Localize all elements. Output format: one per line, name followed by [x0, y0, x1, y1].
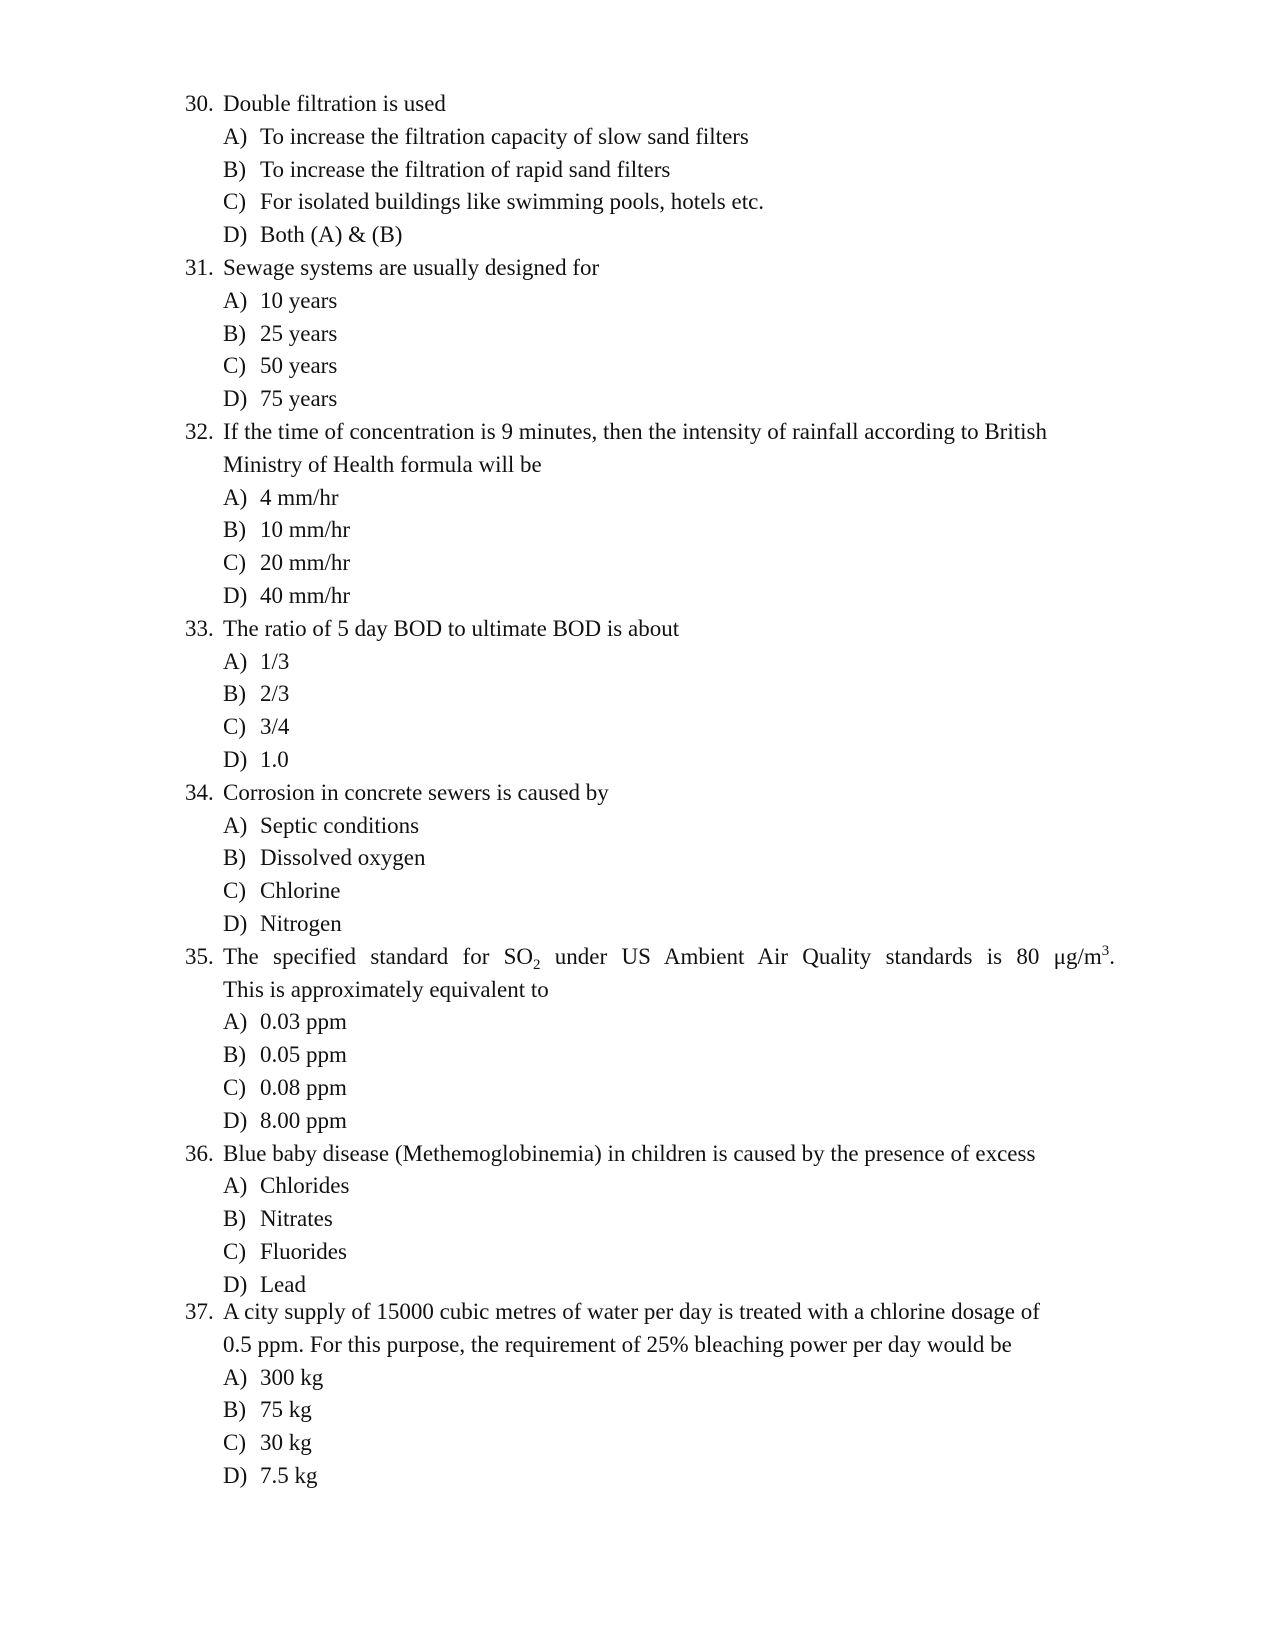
question-32: [185, 416, 1115, 613]
option-text: Lead: [260, 1271, 306, 1297]
option-text: Dissolved oxygen: [260, 845, 426, 871]
option-a: [185, 482, 1115, 515]
option-text: Nitrogen: [260, 910, 342, 936]
option-text: Fluorides: [260, 1238, 347, 1264]
option-text: 10 mm/hr: [260, 517, 351, 543]
option-letter: A): [223, 648, 248, 674]
option-a: [185, 121, 1115, 154]
option-letter: A): [223, 484, 248, 510]
option-b: [185, 318, 1115, 351]
question-number: 36.: [185, 1140, 214, 1166]
option-letter: C): [223, 189, 246, 215]
option-b: [185, 154, 1115, 187]
option-b: [185, 1203, 1115, 1236]
option-c: [185, 1236, 1115, 1269]
question-text-line-2: Ministry of Health formula will be: [223, 451, 542, 477]
option-letter: B): [223, 681, 246, 707]
option-d: [185, 580, 1115, 613]
option-a: [185, 1170, 1115, 1203]
option-c: [185, 547, 1115, 580]
option-letter: A): [223, 123, 248, 149]
option-text: 30 kg: [260, 1430, 312, 1456]
option-d: [185, 1460, 1115, 1493]
option-letter: B): [223, 1042, 246, 1068]
question-number: 31.: [185, 254, 214, 280]
question-text-line-2: This is approximately equivalent to: [223, 976, 549, 1002]
question-text: Double filtration is used: [223, 91, 446, 116]
option-letter: C): [223, 550, 246, 576]
option-text: 0.03 ppm: [260, 1009, 347, 1035]
question-text: Sewage systems are usually designed for: [223, 254, 600, 280]
question-37: [185, 1296, 1115, 1493]
option-letter: B): [223, 1206, 246, 1232]
option-c: [185, 875, 1115, 908]
option-a: [185, 810, 1115, 843]
option-letter: C): [223, 1074, 246, 1100]
option-text: To increase the filtration of rapid sand filters: [260, 156, 671, 182]
subscript-2: 2: [533, 956, 541, 973]
option-a: [185, 1006, 1115, 1039]
question-text-line-2: 0.5 ppm. For this purpose, the requirement of 25% bleaching power per day would be: [223, 1331, 1012, 1357]
option-c: [185, 186, 1115, 219]
question-text-line-1: [223, 941, 1115, 974]
option-letter: B): [223, 845, 246, 871]
question-31: [185, 252, 1115, 416]
question-number: 32.: [185, 418, 214, 444]
option-letter: A): [223, 1173, 248, 1199]
option-c: [185, 350, 1115, 383]
question-34: [185, 777, 1115, 941]
option-a: [185, 285, 1115, 318]
option-letter: D): [223, 222, 248, 248]
option-letter: D): [223, 1271, 248, 1297]
question-35: [185, 941, 1115, 1138]
option-d: [185, 744, 1115, 777]
question-number: 30.: [185, 91, 214, 116]
question-text-part-3: .: [1109, 943, 1115, 969]
option-text: 7.5 kg: [260, 1462, 318, 1488]
option-letter: C): [223, 714, 246, 740]
option-a: [185, 1362, 1115, 1395]
option-b: [185, 514, 1115, 547]
question-number: 37.: [185, 1299, 214, 1324]
option-b: [185, 842, 1115, 875]
option-c: [185, 711, 1115, 744]
option-d: [185, 908, 1115, 941]
option-letter: C): [223, 878, 246, 904]
option-letter: D): [223, 386, 248, 412]
question-text-line-1: A city supply of 15000 cubic metres of water per day is treated with a chlorine dosage of: [223, 1299, 1040, 1324]
question-text: Corrosion in concrete sewers is caused by: [223, 779, 609, 805]
option-letter: B): [223, 517, 246, 543]
question-text: The ratio of 5 day BOD to ultimate BOD is about: [223, 615, 680, 641]
option-letter: A): [223, 1009, 248, 1035]
option-text: 40 mm/hr: [260, 582, 351, 608]
option-text: For isolated buildings like swimming pools, hotels etc.: [260, 189, 765, 215]
option-letter: D): [223, 1462, 248, 1488]
option-letter: D): [223, 1107, 248, 1133]
question-number: 35.: [185, 943, 214, 969]
option-text: 25 years: [260, 320, 338, 346]
option-d: [185, 383, 1115, 416]
question-text: Blue baby disease (Methemoglobinemia) in children is caused by the presence of excess: [223, 1140, 1036, 1166]
option-text: 300 kg: [260, 1364, 324, 1390]
option-letter: C): [223, 1238, 246, 1264]
option-text: Septic conditions: [260, 812, 420, 838]
option-text: 1/3: [260, 648, 290, 674]
option-text: 20 mm/hr: [260, 550, 351, 576]
option-letter: B): [223, 1397, 246, 1423]
option-text: 75 years: [260, 386, 338, 412]
question-text-part-1: The specified standard for SO: [223, 943, 534, 969]
option-letter: A): [223, 812, 248, 838]
option-text: 10 years: [260, 287, 338, 313]
option-letter: D): [223, 746, 248, 772]
option-text: 8.00 ppm: [260, 1107, 347, 1133]
superscript-3: 3: [1101, 942, 1110, 959]
option-text: 4 mm/hr: [260, 484, 339, 510]
option-c: [185, 1072, 1115, 1105]
option-d: [185, 1105, 1115, 1138]
option-letter: A): [223, 1364, 248, 1390]
option-text: 50 years: [260, 353, 338, 379]
option-letter: B): [223, 156, 246, 182]
option-b: [185, 678, 1115, 711]
option-text: Chlorides: [260, 1173, 350, 1199]
option-text: Chlorine: [260, 878, 341, 904]
option-letter: D): [223, 582, 248, 608]
option-text: 3/4: [260, 714, 290, 740]
question-number: 34.: [185, 779, 214, 805]
option-text: 0.08 ppm: [260, 1074, 347, 1100]
question-text-line-1: If the time of concentration is 9 minutes, then the intensity of rainfall according to British: [223, 418, 1047, 444]
option-d: [185, 219, 1115, 252]
questions-30-36: [185, 88, 1115, 1301]
option-letter: B): [223, 320, 246, 346]
question-36: [185, 1138, 1115, 1302]
option-b: [185, 1039, 1115, 1072]
question-number: 33.: [185, 615, 214, 641]
option-text: 0.05 ppm: [260, 1042, 347, 1068]
option-b: [185, 1394, 1115, 1427]
option-text: Nitrates: [260, 1206, 333, 1232]
option-letter: C): [223, 353, 246, 379]
option-text: 75 kg: [260, 1397, 312, 1423]
question-text-part-2: under US Ambient Air Quality standards is 80 μg/m: [540, 943, 1102, 969]
option-letter: C): [223, 1430, 246, 1456]
option-text: To increase the filtration capacity of slow sand filters: [260, 123, 749, 149]
option-c: [185, 1427, 1115, 1460]
option-letter: D): [223, 910, 248, 936]
option-a: [185, 646, 1115, 679]
question-30: [185, 88, 1115, 252]
option-text: 2/3: [260, 681, 290, 707]
question-33: [185, 613, 1115, 777]
option-text: Both (A) & (B): [260, 222, 403, 248]
option-text: 1.0: [260, 746, 289, 772]
option-letter: A): [223, 287, 248, 313]
question-37-block: [185, 1296, 1115, 1493]
